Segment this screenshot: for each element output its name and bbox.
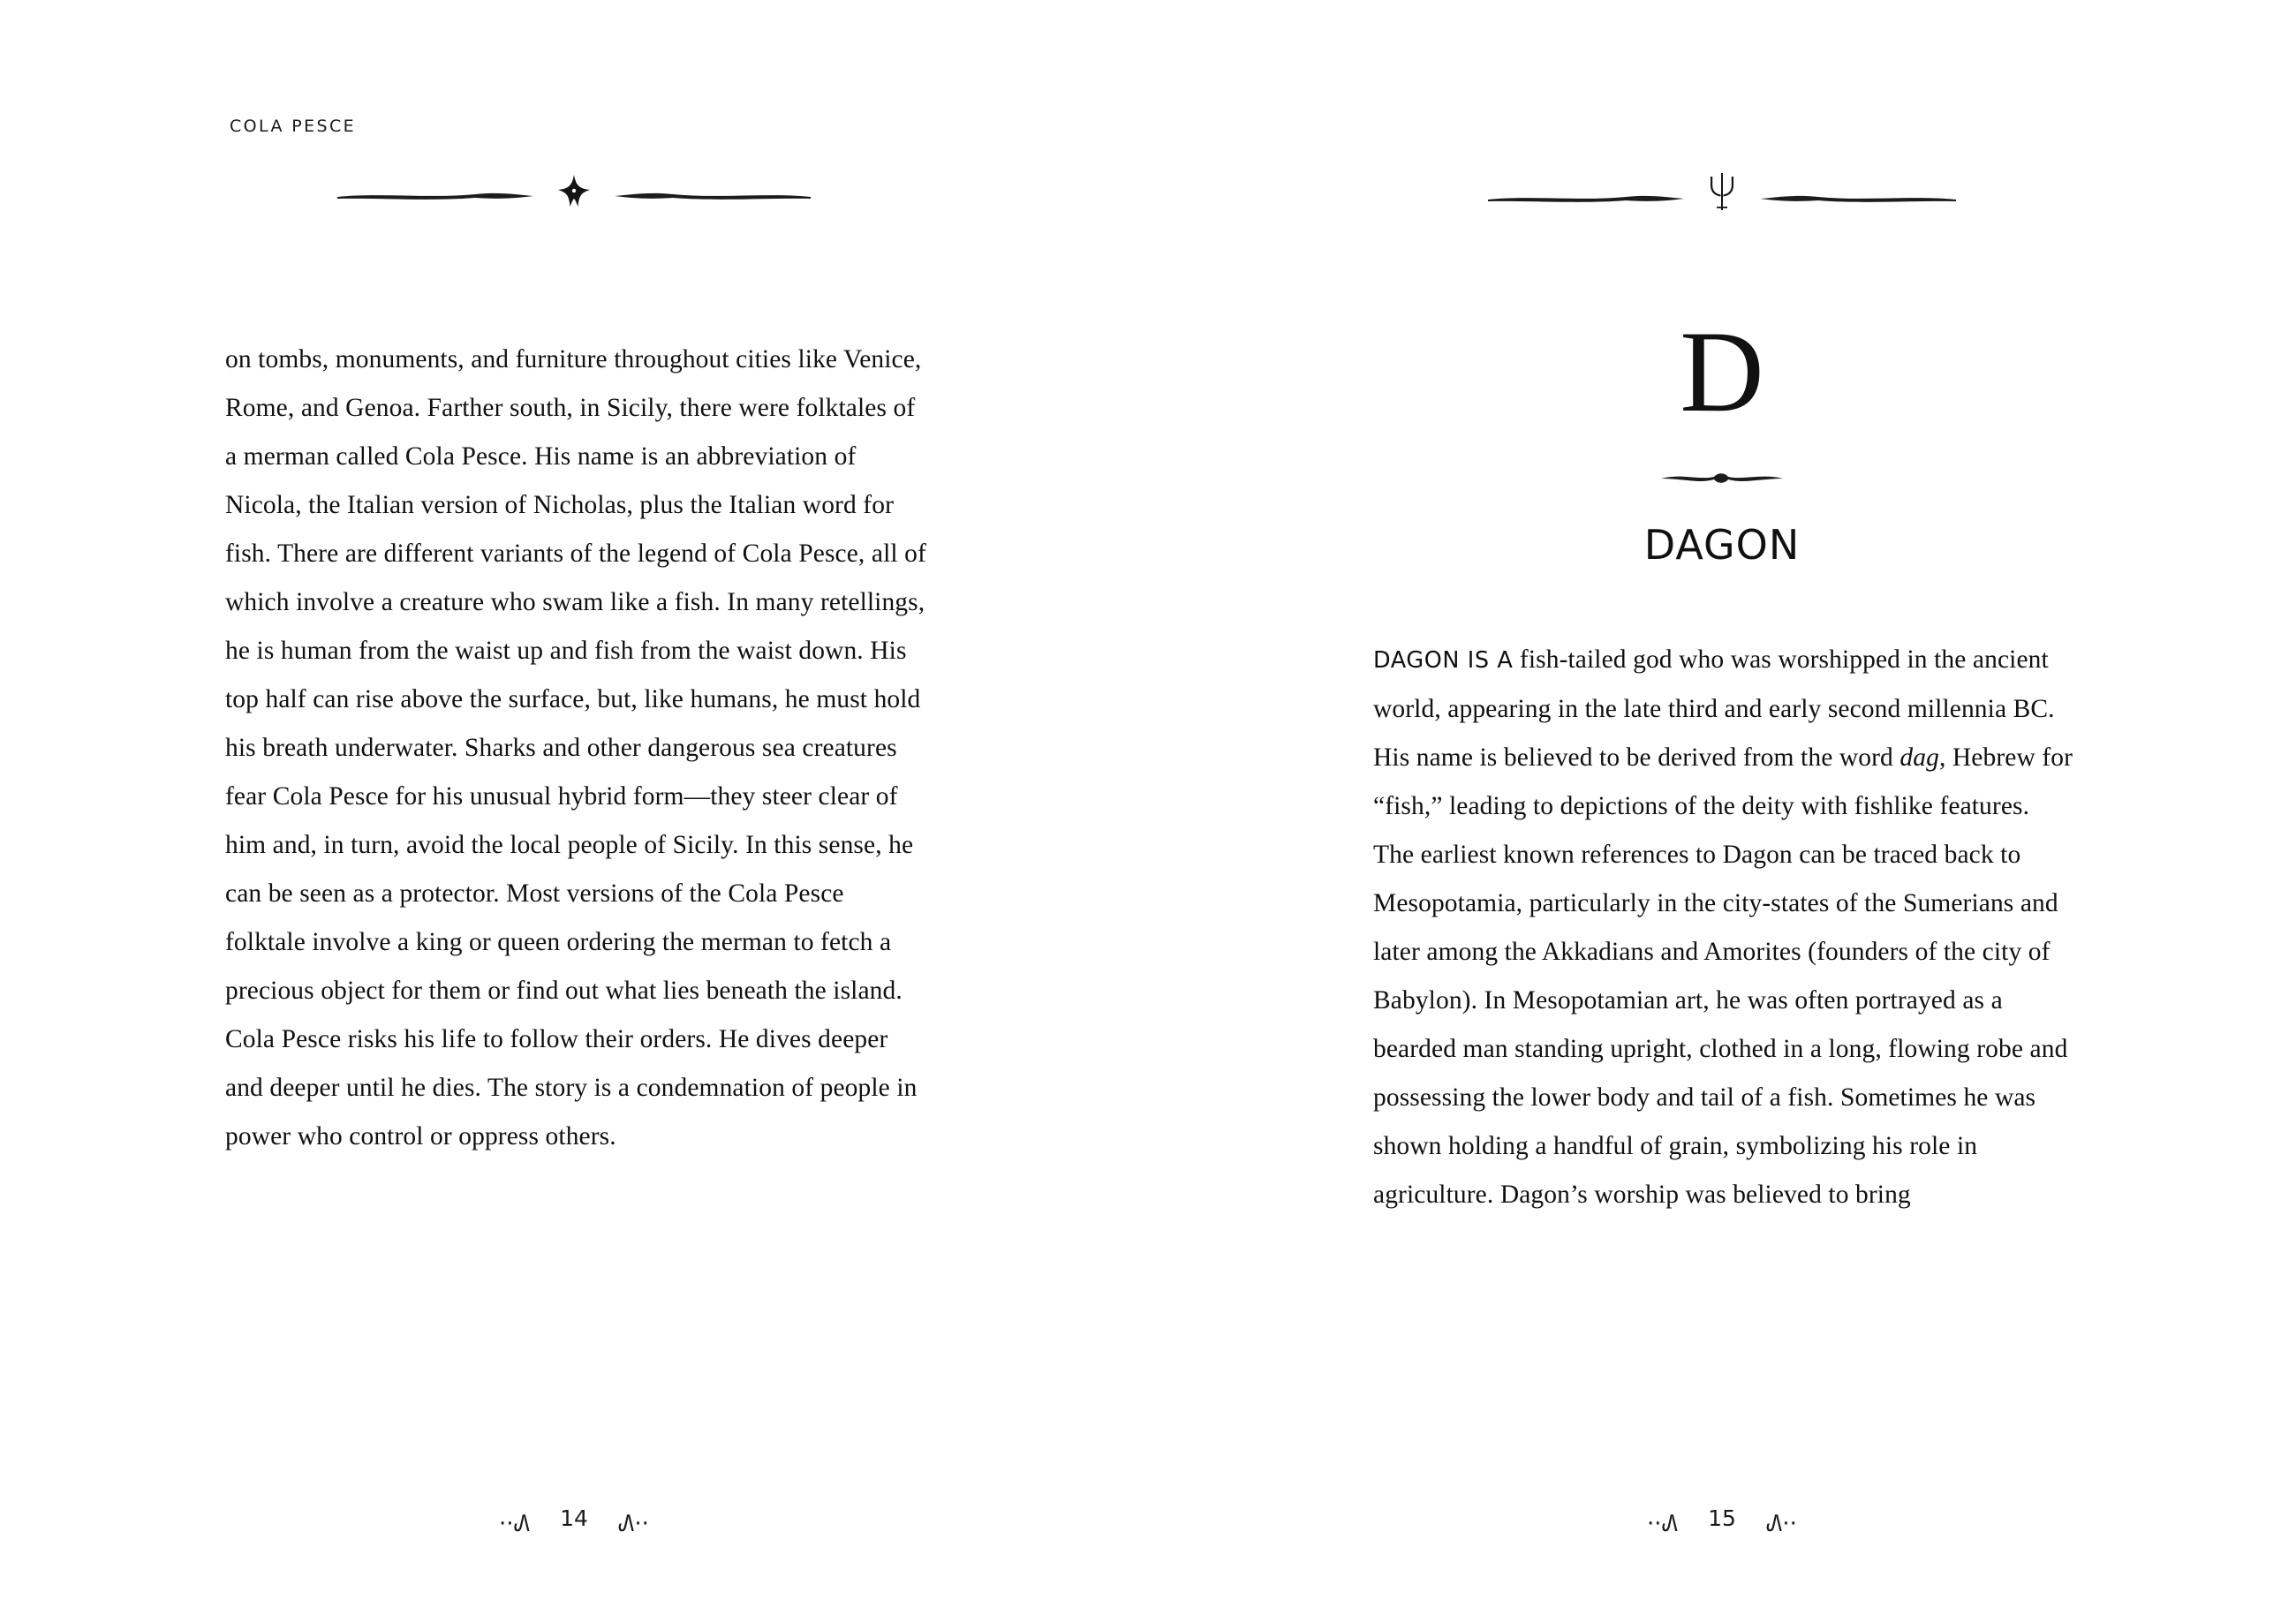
trident-icon [1707,171,1737,218]
rule-left-segment [1484,192,1688,206]
left-page-body [225,336,927,1161]
running-head-left: COLA PESCE [230,117,357,136]
folio-left [0,1498,1148,1538]
page-number-left: 14 [560,1505,588,1531]
folio-swash-right-icon: ᠕·· [1765,1511,1797,1537]
starfish-icon-svg [556,173,592,208]
right-page-body [1373,636,2075,1219]
rule-right-segment [611,189,814,203]
chapter-ornament [1148,468,2296,487]
folio-swash-left-icon: ··᠕ [499,1511,531,1537]
page-number-right: 15 [1708,1505,1736,1531]
opening-smallcaps: DAGON IS A [1373,647,1514,674]
rule-right-segment [1756,192,1960,206]
trident-icon-svg [1707,171,1737,212]
chapter-drop-letter: D [1680,306,1764,436]
folio-right [1148,1498,2296,1538]
ornamental-rule-left [0,175,1148,216]
starfish-icon [556,173,592,215]
folio-swash-right-icon: ᠕·· [617,1511,649,1537]
body-text-part-1: fish-tailed god who was worshipped in the ancient world, appearing in the late third and early second millennia BC. His name is believed to be derived from the word [1373,645,2055,772]
folio-swash-left-icon: ··᠕ [1647,1511,1679,1537]
body-paragraph-left: on tombs, monuments, and furniture throughout cities like Venice, Rome, and Genoa. Farther south, in Sicily, there were folktales of a merman called Cola Pesce. His name is an abbreviation of Nicola, the Italian version of Nicholas, plus the Italian word for fish. There are different variants of the legend of Cola Pesce, all of which involve a creature who swam like a fish. In many retellings, he is human from the waist up and fish from the waist down. His top half can rise above the surface, but, like humans, he must hold his breath underwater. Sharks and other dangerous sea creatures fear Cola Pesce for his unusual hybrid form—they steer clear of him and, in turn, avoid the local people of Sicily. In this sense, he can be seen as a protector. Most versions of the Cola Pesce folktale involve a king or queen ordering the merman to fetch a precious object for them or find out what lies beneath the island. Cola Pesce risks his life to follow their orders. He dives deeper and deeper until he dies. The story is a condemnation of people in power who control or oppress others. [225,345,926,1151]
chapter-title: DAGON [1643,521,1801,569]
rule-left-segment [334,189,537,203]
right-page [1148,0,2296,1607]
swash-divider-icon [1656,468,1788,487]
body-text-part-2: , Hebrew for “fish,” leading to depictions of the deity with fishlike features. The earliest known references to Dagon can be traced back to Mesopotamia, particularly in the city-states of the Sumerians and later among the Akkadians and Amorites (founders of the city of Babylon). In Mesopotamian art, he was often portrayed as a bearded man standing upright, clothed in a long, flowing robe and possessing the lower body and tail of a fish. Sometimes he was shown holding a handful of grain, symbolizing his role in agriculture. Dagon’s worship was believed to bring [1373,743,2073,1209]
body-paragraph-right [1373,636,2075,1219]
body-italic-term: dag [1899,743,1939,772]
ornamental-rule-right [1148,175,2296,222]
